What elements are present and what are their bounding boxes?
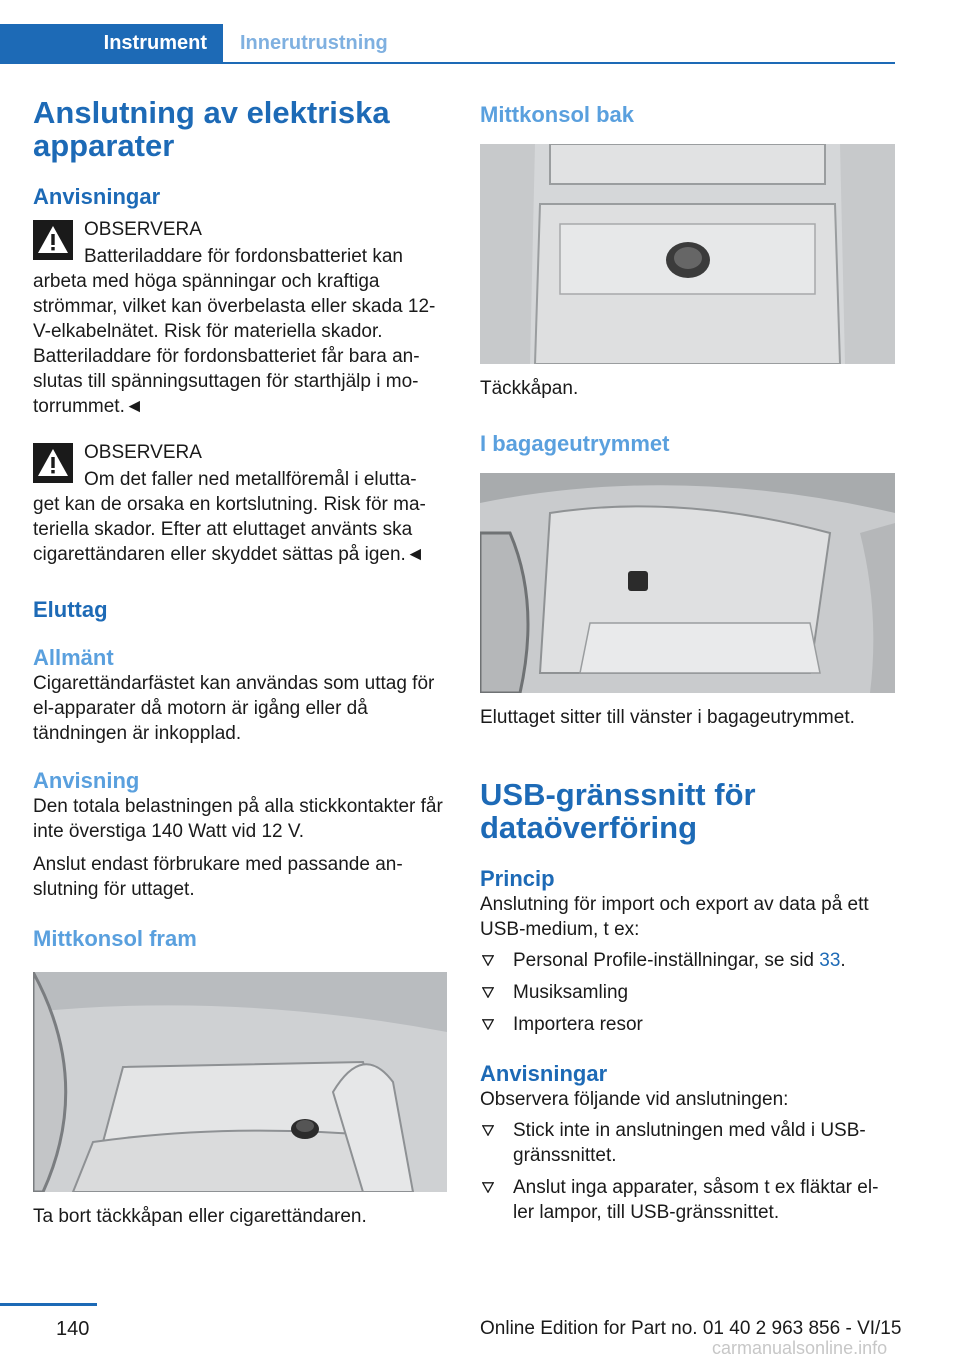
left-column	[33, 96, 447, 1229]
tab-innerutrustning[interactable]: Innerutrustning	[240, 32, 388, 54]
edition-footer: Online Edition for Part no. 01 40 2 963 856 - VI/15	[480, 1318, 902, 1339]
right-column	[480, 96, 895, 1232]
note-text-2: Anslut endast förbrukare med passande an- slutning för uttaget.	[33, 854, 403, 900]
list-item-text: Importera resor	[513, 1014, 643, 1035]
rear-console-image	[480, 144, 895, 364]
subheading-princip: Princip	[480, 866, 555, 891]
subheading-anvisningar: Anvisningar	[480, 1061, 608, 1086]
trunk-caption: Eluttaget sitter till vänster i bagageutrymmet.	[480, 707, 855, 728]
subheading-bagageutrymmet: I bagageutrymmet	[480, 431, 670, 456]
page-number-bar	[0, 1303, 97, 1306]
page-link[interactable]: 33	[819, 950, 841, 971]
section-heading-eluttag: Eluttag	[33, 597, 108, 622]
section-heading-anvisningar: Anvisningar	[33, 184, 161, 209]
warning-block-2	[33, 439, 447, 567]
triangle-bullet-icon	[482, 1182, 494, 1193]
list-item-suffix: .	[840, 950, 846, 971]
note-text-1: Den totala belastningen på alla stickkontakter får inte överstiga 140 Watt vid 12 V.	[33, 796, 443, 842]
usb-section-title: USB-gränssnitt för dataöverföring	[480, 777, 756, 845]
list-item	[480, 980, 895, 1005]
list-item-text: Anslut inga apparater, såsom t ex fläktar el- ler lampor, till USB-gränssnittet.	[513, 1177, 879, 1223]
list-item	[480, 1118, 895, 1168]
subheading-mittkonsol-bak: Mittkonsol bak	[480, 102, 635, 127]
triangle-bullet-icon	[482, 955, 494, 966]
warning-block-1	[33, 216, 447, 419]
list-item-text: Personal Profile-inställningar, se sid	[513, 950, 820, 971]
warning-text: arbeta med höga spänningar och kraftiga strömmar, vilket kan överbelasta eller skada 12-V-elkabelnätet. Risk för materiella skador. Batteriladdare för fordonsbatteriet får bara an- slutas till spänningsuttagen för starthjälp i mo- torrummet.◄	[33, 271, 436, 417]
list-item	[480, 948, 895, 973]
notes-text: Observera följande vid anslutningen:	[480, 1089, 789, 1110]
list-item-text: Musiksamling	[513, 982, 629, 1003]
warning-text: get kan de orsaka en kortslutning. Risk för ma- teriella skador. Efter att eluttaget använts ska cigarettändaren eller skyddet sättas på igen.◄	[33, 494, 426, 565]
warning-icon	[33, 443, 73, 483]
warning-label: OBSERVERA	[84, 219, 202, 240]
list-item	[480, 1175, 895, 1225]
subheading-anvisning: Anvisning	[33, 768, 140, 793]
list-item	[480, 1012, 895, 1037]
general-text: Cigarettändarfästet kan användas som uttag för el-apparater då motorn är igång eller då tändningen är inkopplad.	[33, 673, 435, 744]
chapter-tab-bar	[0, 24, 895, 64]
rear-console-caption: Täckkåpan.	[480, 378, 579, 399]
tab-instrument[interactable]: Instrument	[0, 24, 223, 62]
trunk-image	[480, 473, 895, 693]
subheading-mittkonsol-fram: Mittkonsol fram	[33, 926, 197, 951]
page-title: Anslutning av elektriska apparater	[33, 95, 390, 163]
principle-text: Anslutning för import och export av data på ett USB-medium, t ex:	[480, 894, 869, 940]
warning-icon	[33, 220, 73, 260]
notes-list	[480, 1118, 895, 1225]
triangle-bullet-icon	[482, 1019, 494, 1030]
warning-first-line: Batteriladdare för fordonsbatteriet kan	[84, 246, 403, 267]
list-item-text: Stick inte in anslutningen med våld i USB- gränssnittet.	[513, 1120, 866, 1166]
page-number: 140	[56, 1318, 90, 1340]
front-console-image	[33, 972, 447, 1192]
triangle-bullet-icon	[482, 987, 494, 998]
subheading-allmant: Allmänt	[33, 645, 114, 670]
warning-first-line: Om det faller ned metallföremål i elutta-	[84, 469, 417, 490]
triangle-bullet-icon	[482, 1125, 494, 1136]
principle-list	[480, 948, 895, 1037]
front-console-caption: Ta bort täckkåpan eller cigarettändaren.	[33, 1206, 367, 1227]
watermark: carmanualsonline.info	[712, 1338, 888, 1358]
warning-label: OBSERVERA	[84, 442, 202, 463]
